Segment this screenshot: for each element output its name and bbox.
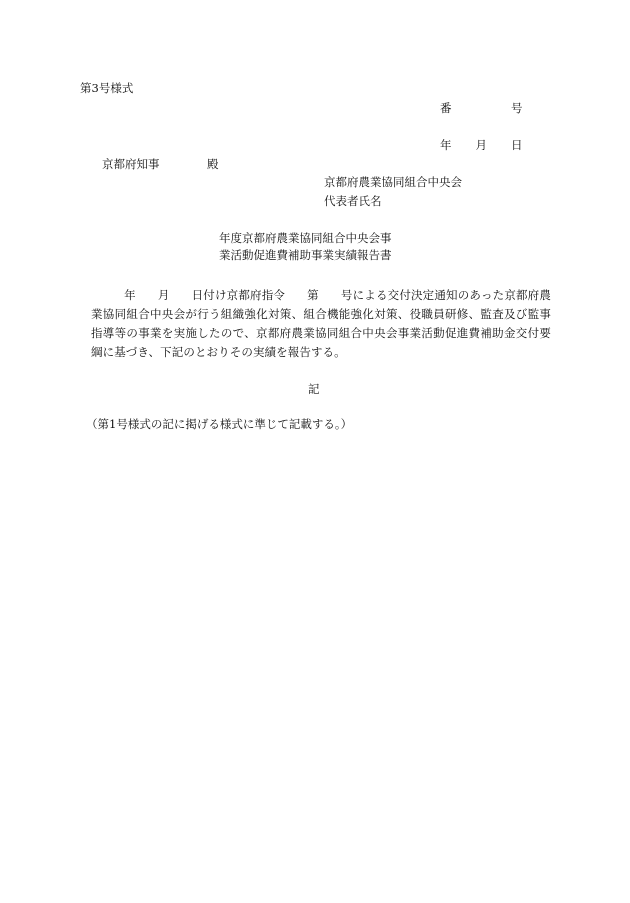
body-year: 年 (124, 288, 136, 302)
honorific: 殿 (207, 157, 219, 171)
body-paragraph (91, 286, 551, 362)
document-number-label: 番 (440, 101, 452, 115)
document-number-suffix: 号 (511, 101, 523, 115)
ki-heading: 記 (308, 382, 320, 396)
sender-organization: 京都府農業協同組合中央会 (324, 175, 462, 189)
document-title-line1: 年度京都府農業協同組合中央会事 (219, 231, 392, 245)
addressee: 京都府知事 (102, 157, 160, 171)
date-month: 月 (475, 138, 487, 152)
form-number: 第3号様式 (80, 81, 134, 95)
body-date-text: 日付け京都府指令 (191, 288, 286, 302)
note-text: （第1号様式の記に掲げる様式に準じて記載する。） (86, 417, 353, 431)
date-line (440, 137, 523, 153)
body-rest: 号による交付決定通知のあった京都府農業協同組合中央会が行う組織強化対策、組合機能強化対策、役職員研修、監査及び監事指導等の事業を実施したので、京都府農業協同組合中央会事業活動促進費補助金交付要綱に基づき、下記のとおりその実績を報告する。 (91, 288, 551, 359)
date-year: 年 (440, 138, 452, 152)
body-dai: 第 (307, 288, 319, 302)
document-title-line2: 業活動促進費補助事業実績報告書 (219, 248, 392, 262)
body-month: 月 (157, 288, 170, 302)
sender-representative: 代表者氏名 (324, 194, 382, 208)
date-day: 日 (511, 138, 523, 152)
